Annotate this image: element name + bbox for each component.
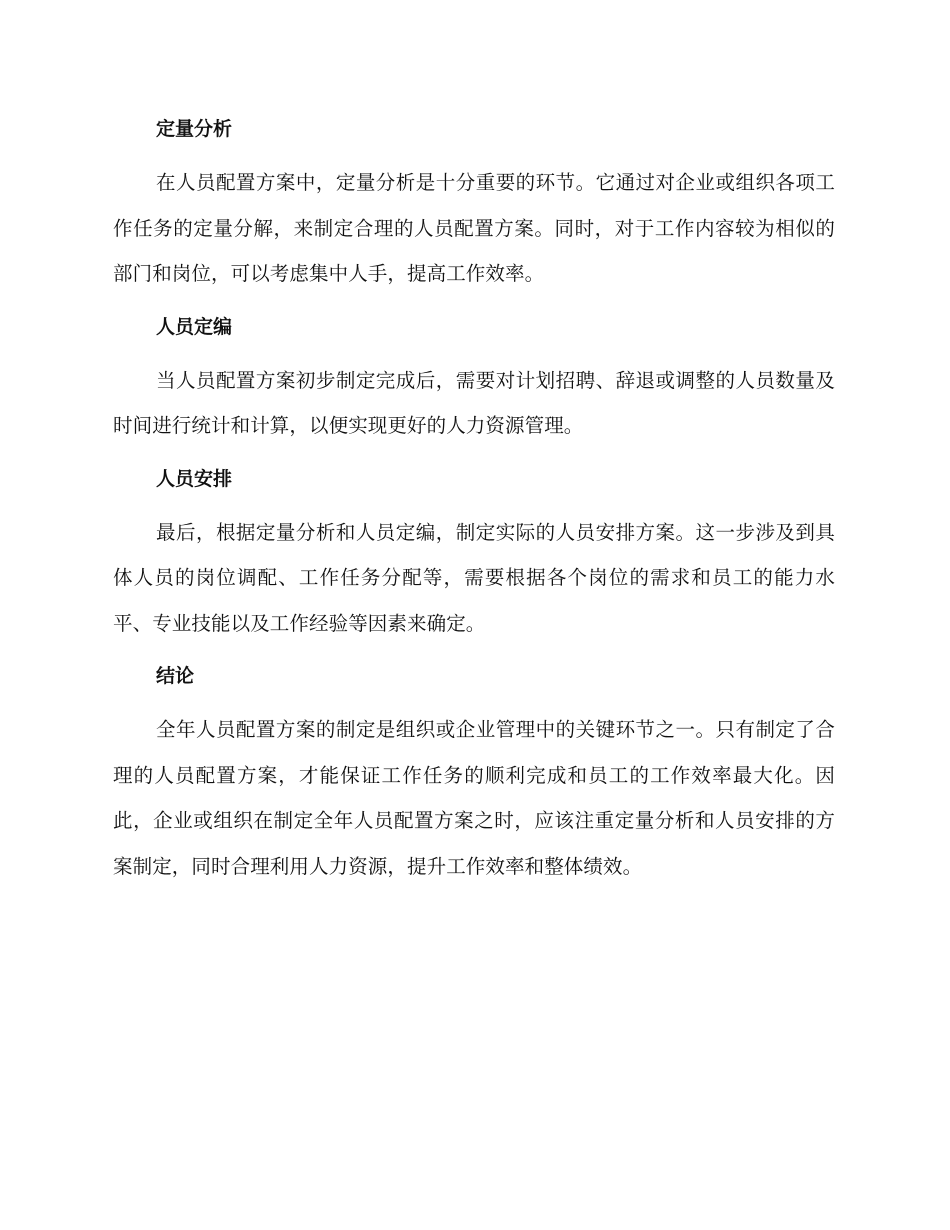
section-heading: 人员安排 bbox=[156, 467, 233, 490]
section-paragraph: 当人员配置方案初步制定完成后，需要对计划招聘、辞退或调整的人员数量及时间进行统计和计算，以便实现更好的人力资源管理。 bbox=[113, 368, 835, 437]
section-heading: 定量分析 bbox=[156, 118, 233, 140]
section-staffing-quota bbox=[113, 310, 835, 449]
section-staff-arrangement bbox=[113, 462, 835, 647]
section-conclusion bbox=[113, 659, 835, 889]
section-paragraph: 全年人员配置方案的制定是组织或企业管理中的关键环节之一。只有制定了合理的人员配置方案，才能保证工作任务的顺利完成和员工的工作效率最大化。因此，企业或组织在制定全年人员配置方案之时，应该注重定量分析和人员安排的方案制定，同时合理利用人力资源，提升工作效率和整体绩效。 bbox=[113, 718, 835, 878]
document-page bbox=[113, 112, 835, 902]
section-quantitative-analysis bbox=[113, 112, 835, 297]
section-heading: 结论 bbox=[156, 665, 195, 687]
section-paragraph: 最后，根据定量分析和人员定编，制定实际的人员安排方案。这一步涉及到具体人员的岗位调配、工作任务分配等，需要根据各个岗位的需求和员工的能力水平、专业技能以及工作经验等因素来确定。 bbox=[113, 520, 835, 635]
section-paragraph: 在人员配置方案中，定量分析是十分重要的环节。它通过对企业或组织各项工作任务的定量分解，来制定合理的人员配置方案。同时，对于工作内容较为相似的部门和岗位，可以考虑集中人手，提高工作效率。 bbox=[113, 171, 835, 285]
section-heading: 人员定编 bbox=[156, 315, 233, 338]
